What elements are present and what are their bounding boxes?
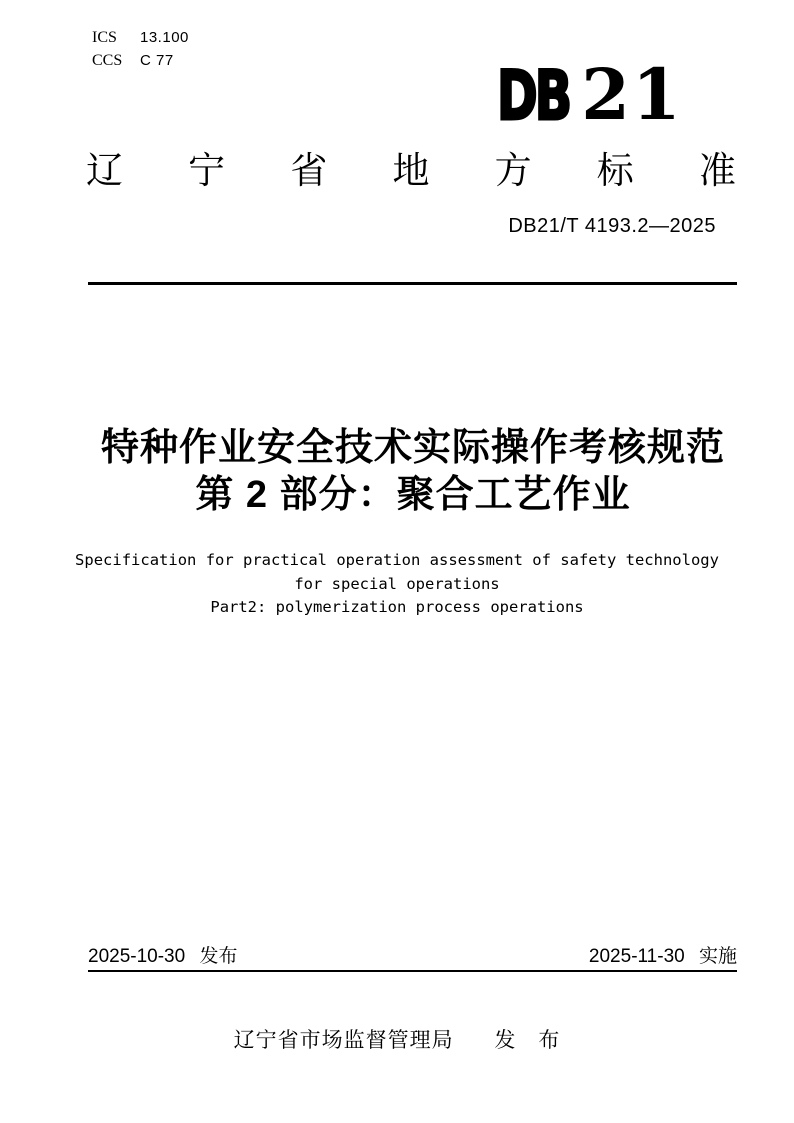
db-logo-region-code: 21 (581, 53, 683, 136)
title-block (88, 425, 738, 519)
issue-date: 2025-10-30 (88, 946, 186, 967)
implement-label: 实施 (698, 946, 737, 967)
ics-label: ICS (92, 29, 117, 46)
standard-type-char: 地 (392, 150, 430, 191)
dates-row (88, 941, 737, 968)
implement-date-group (589, 941, 737, 968)
standard-type-char: 省 (290, 150, 328, 191)
ics-row (92, 29, 189, 52)
title-line1: 特种作业安全技术实际操作考核规范 (100, 427, 725, 469)
standard-number: DB21/T 4193.2—2025 (508, 215, 716, 237)
ccs-row (92, 52, 189, 75)
footer-rule (88, 970, 737, 972)
ccs-value: C 77 (140, 52, 174, 69)
english-title-line1: Specification for practical operation assessment of safety technology (75, 551, 719, 569)
classification-codes (92, 29, 189, 75)
standard-type-char: 标 (596, 150, 634, 191)
ics-value: 13.100 (140, 29, 189, 46)
issue-date-group (88, 941, 238, 968)
english-title-line2: for special operations (294, 574, 500, 593)
db-logo-prefix: DB (497, 57, 570, 136)
standard-type-char: 方 (494, 150, 532, 191)
db21-logo (497, 53, 683, 136)
english-title-block (0, 549, 794, 620)
implement-date: 2025-11-30 (588, 946, 685, 967)
standard-type-char: 宁 (188, 150, 226, 191)
english-title-line3: Part2: polymerization process operations (210, 598, 584, 616)
standard-type-title (86, 151, 736, 191)
publish-word: 发 布 (494, 1029, 561, 1052)
title-line2: 第 2 部分：聚合工艺作业 (195, 474, 631, 516)
issue-label: 发布 (199, 946, 238, 967)
publisher-row (0, 1024, 794, 1054)
standard-type-char: 准 (698, 150, 736, 191)
publisher-name: 辽宁省市场监督管理局 (233, 1029, 454, 1052)
standard-type-char: 辽 (86, 150, 123, 191)
header-rule (88, 282, 737, 285)
ccs-label: CCS (92, 52, 123, 69)
